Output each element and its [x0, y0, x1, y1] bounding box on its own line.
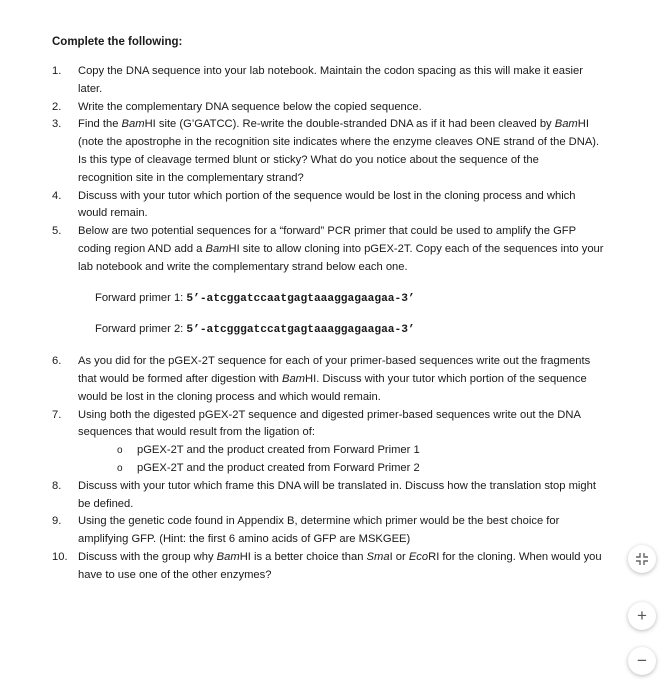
list-item: 1. Copy the DNA sequence into your lab notebook. Maintain the codon spacing as this will make it easier later.: [52, 65, 583, 95]
primer-sequence: 5’-atcggatccaatgagtaaaggagaagaa-3’: [186, 292, 415, 305]
item-number: 10.: [52, 550, 68, 563]
list-item: 9. Using the genetic code found in Appendix B, determine which primer would be the best choice for amplifying GFP. (Hint: the first 6 amino acids of GFP are MSKGEE): [52, 515, 560, 546]
item-number: 8.: [52, 479, 62, 492]
fit-page-button[interactable]: [628, 545, 656, 573]
list-item: 3. Find the BamHI site (G’GATCC). Re-write the double-stranded DNA as if it had been cleaved by BamHI (note the apostrophe in the recognition site indicates where the enzyme cleaves ONE strand of the DNA). Is this type of cleavage termed blunt or sticky? What do you notice about the sequence of the recognition site in the complementary strand?: [52, 118, 600, 184]
item-number: 6.: [52, 355, 62, 368]
item-number: 3.: [52, 118, 62, 131]
sub-bullet: o pGEX-2T and the product created from Forward Primer 1: [0, 442, 672, 460]
fit-page-icon: [635, 552, 649, 566]
page-heading: Complete the following:: [52, 36, 183, 48]
item-number: 2.: [52, 100, 62, 113]
item-number: 9.: [52, 515, 62, 528]
list-item: 6. As you did for the pGEX-2T sequence for each of your primer-based sequences write out the fragments that would be formed after digestion with BamHI. Discuss with your tutor which portion of the sequence would be lost in the cloning process and which would remain.: [52, 355, 591, 403]
bullet-marker: o: [117, 445, 123, 457]
list-item: 5. Below are two potential sequences for a “forward” PCR primer that could be used to amplify the GFP coding region AND add a BamHI site to allow cloning into pGEX-2T. Copy each of the sequences into your lab notebook and write the complementary strand below each one.: [52, 225, 604, 273]
list-item: 2. Write the complementary DNA sequence below the copied sequence.: [0, 99, 631, 117]
zoom-out-button[interactable]: [628, 647, 656, 675]
forward-primer-1: Forward primer 1: 5’-atcggatccaatgagtaaaggagaagaa-3’: [95, 291, 415, 305]
list-item: 8. Discuss with your tutor which frame this DNA will be translated in. Discuss how the translation stop might be defined.: [52, 479, 596, 510]
zoom-in-button[interactable]: [628, 602, 656, 630]
item-number: 7.: [52, 408, 62, 421]
item-number: 4.: [52, 189, 62, 202]
list-item: 10. Discuss with the group why BamHI is a better choice than SmaI or EcoRI for the cloning. When would you have to use one of the other enzymes?: [52, 550, 602, 581]
minus-icon: −: [637, 651, 647, 671]
bullet-marker: o: [117, 462, 123, 474]
primer-sequence: 5’-atcgggatccatgagtaaaggagaagaa-3’: [186, 324, 415, 337]
item-number: 5.: [52, 225, 62, 238]
list-item: 4. Discuss with your tutor which portion of the sequence would be lost in the cloning process and which would remain.: [52, 189, 576, 220]
item-number: 1.: [52, 65, 62, 77]
list-item: 7. Using both the digested pGEX-2T sequence and digested primer-based sequences write out the DNA sequences that would result from the ligation of:: [52, 408, 581, 439]
sub-bullet: o pGEX-2T and the product created from Forward Primer 2: [0, 460, 672, 478]
forward-primer-2: Forward primer 2: 5’-atcgggatccatgagtaaaggagaagaa-3’: [95, 323, 415, 337]
instruction-list: [0, 63, 672, 585]
plus-icon: +: [637, 606, 647, 626]
